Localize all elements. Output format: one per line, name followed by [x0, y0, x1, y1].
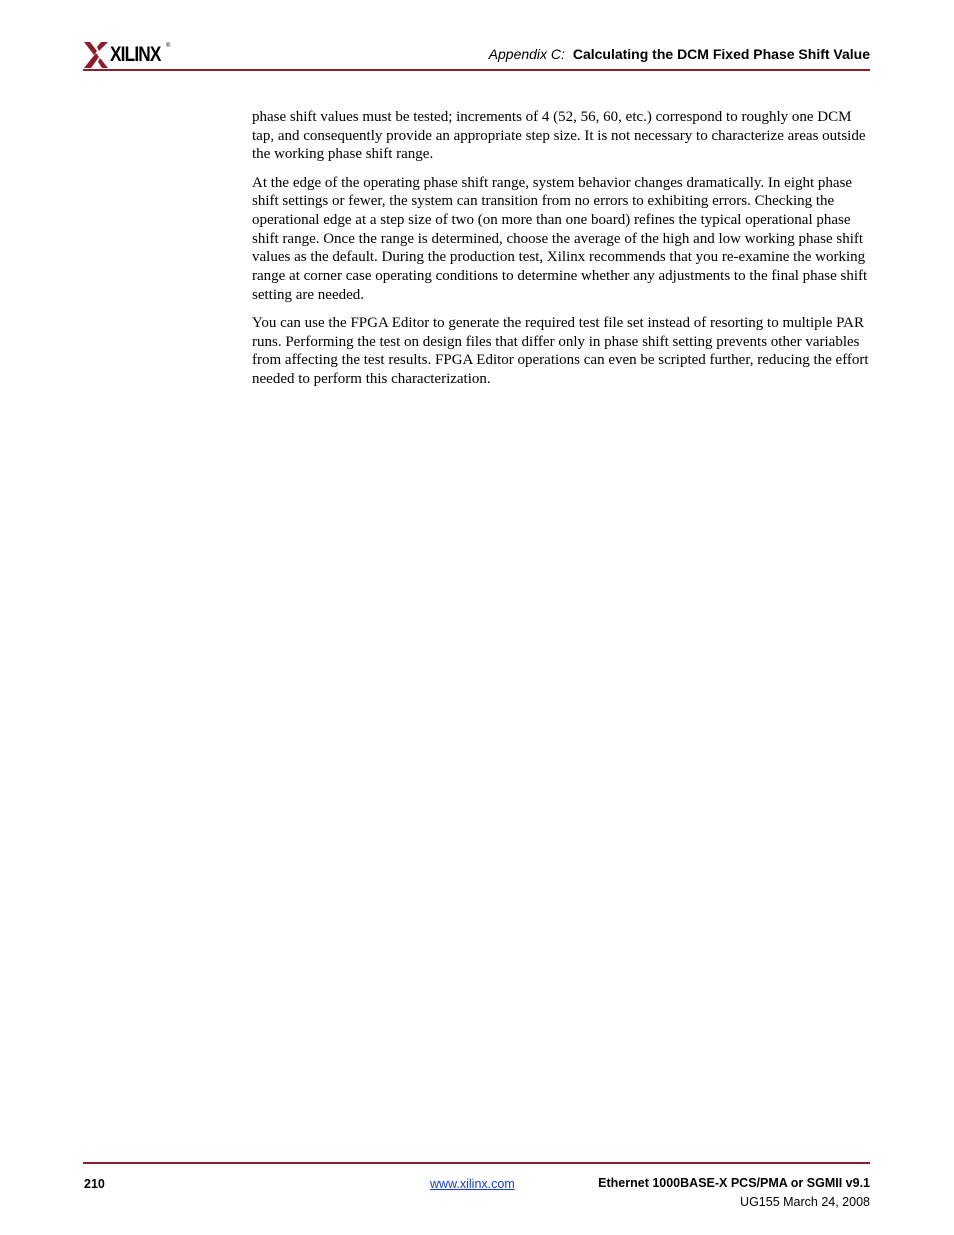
- chapter-title: Calculating the DCM Fixed Phase Shift Value: [572, 46, 870, 62]
- footer-rule: [83, 1162, 870, 1164]
- xilinx-logo-icon: [84, 42, 108, 68]
- appendix-label: Appendix C:: [488, 46, 565, 62]
- document-id-date: UG155 March 24, 2008: [740, 1195, 870, 1209]
- page-number: 210: [84, 1177, 105, 1191]
- paragraph: At the edge of the operating phase shift range, system behavior changes dramatically. In eight phase shift settings or fewer, the system can transition from no errors to exhibiting errors. Checking the operational edge at a step size of two (on more than one board) refines the typical operational phase shift range. Once the range is determined, choose the average of the high and low working phase shift values as the default. During the production test, Xilinx recommends that you re-examine the working range at corner case operating conditions to determine whether any adjustments to the final phase shift setting are needed.: [252, 174, 868, 303]
- paragraph: phase shift values must be tested; increments of 4 (52, 56, 60, etc.) correspond to roughly one DCM tap, and consequently provide an appropriate step size. It is not necessary to characterize areas outside the working phase shift range.: [252, 109, 866, 163]
- document-title: Ethernet 1000BASE-X PCS/PMA or SGMII v9.1: [598, 1176, 870, 1190]
- running-header: [489, 46, 870, 62]
- website-link[interactable]: www.xilinx.com: [430, 1177, 515, 1191]
- body-text: [252, 108, 870, 398]
- brand-name: XILINX: [110, 43, 161, 66]
- paragraph: You can use the FPGA Editor to generate the required test file set instead of resorting to multiple PAR runs. Performing the test on design files that differ only in phase shift setting prevents other variables from affecting the test results. FPGA Editor operations can even be scripted further, reducing the effort needed to perform this characterization.: [252, 315, 869, 388]
- registered-mark: ®: [166, 43, 171, 49]
- header-rule: [83, 69, 870, 71]
- brand-logo: [84, 40, 172, 70]
